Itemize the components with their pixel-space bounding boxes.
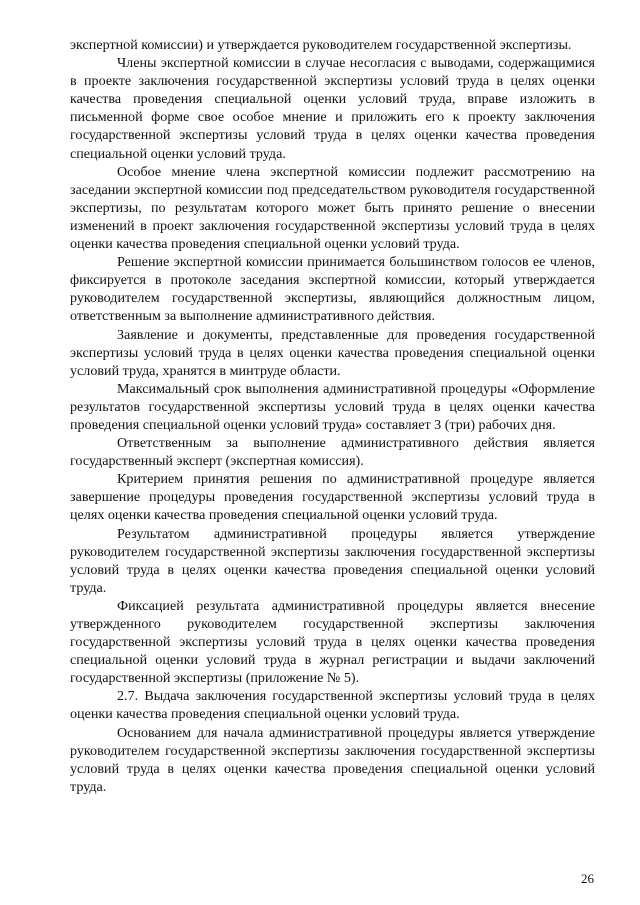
paragraph-8: Критерием принятия решения по административной процедуре является завершение процедуры проведения государственной экспертизы условий труда в целях оценки качества проведения специальной оценки условий труда. (70, 471, 595, 524)
paragraph-2: Члены экспертной комиссии в случае несогласия с выводами, содержащимися в проекте заключения государственной экспертизы условий труда в целях оценки качества проведения специальной оценки условий труда, вправе изложить в письменной форме свое особое мнение и приложить его к проекту заключения государственной экспертизы условий труда в целях оценки качества проведения специальной оценки условий труда. (70, 55, 595, 162)
paragraph-4: Решение экспертной комиссии принимается большинством голосов ее членов, фиксируется в протоколе заседания экспертной комиссии, который утверждается руководителем государственной экспертизы, являющийся должностным лицом, ответственным за выполнение административного действия. (70, 254, 595, 325)
paragraph-6: Максимальный срок выполнения административной процедуры «Оформление результатов государственной экспертизы условий труда в целях оценки качества проведения специальной оценки условий труда» составляет 3 (три) рабочих дня. (70, 380, 595, 433)
paragraph-10: Фиксацией результата административной процедуры является внесение утвержденного руководителем государственной экспертизы заключения государственной экспертизы условий труда в целях оценки качества проведения специальной оценки условий труда в журнал регистрации и выдачи заключений государственной экспертизы (приложение № 5). (70, 597, 595, 687)
paragraph-3: Особое мнение члена экспертной комиссии подлежит рассмотрению на заседании экспертной комиссии под председательством руководителя государственной экспертизы, по результатам которого может быть принято решение о внесении изменений в проект заключения государственной экспертизы условий труда в целях оценки качества проведения специальной оценки условий труда. (70, 163, 595, 253)
paragraph-9: Результатом административной процедуры является утверждение руководителем государственной экспертизы заключения государственной экспертизы условий труда в целях оценки качества проведения специальной оценки условий труда. (70, 525, 595, 596)
document-body (70, 36, 595, 796)
section-heading-2-7: 2.7. Выдача заключения государственной экспертизы условий труда в целях оценки качества проведения специальной оценки условий труда. (70, 688, 595, 723)
paragraph-5: Заявление и документы, представленные для проведения государственной экспертизы условий труда в целях оценки качества проведения специальной оценки условий труда, хранятся в минтруде области. (70, 326, 595, 379)
page-number: 26 (581, 871, 594, 886)
paragraph-1: экспертной комиссии) и утверждается руководителем государственной экспертизы. (70, 37, 572, 53)
paragraph-12: Основанием для начала административной процедуры является утверждение руководителем государственной экспертизы заключения государственной экспертизы условий труда в целях оценки качества проведения специальной оценки условий труда. (70, 724, 595, 795)
paragraph-7: Ответственным за выполнение административного действия является государственный эксперт (экспертная комиссия). (70, 435, 595, 470)
